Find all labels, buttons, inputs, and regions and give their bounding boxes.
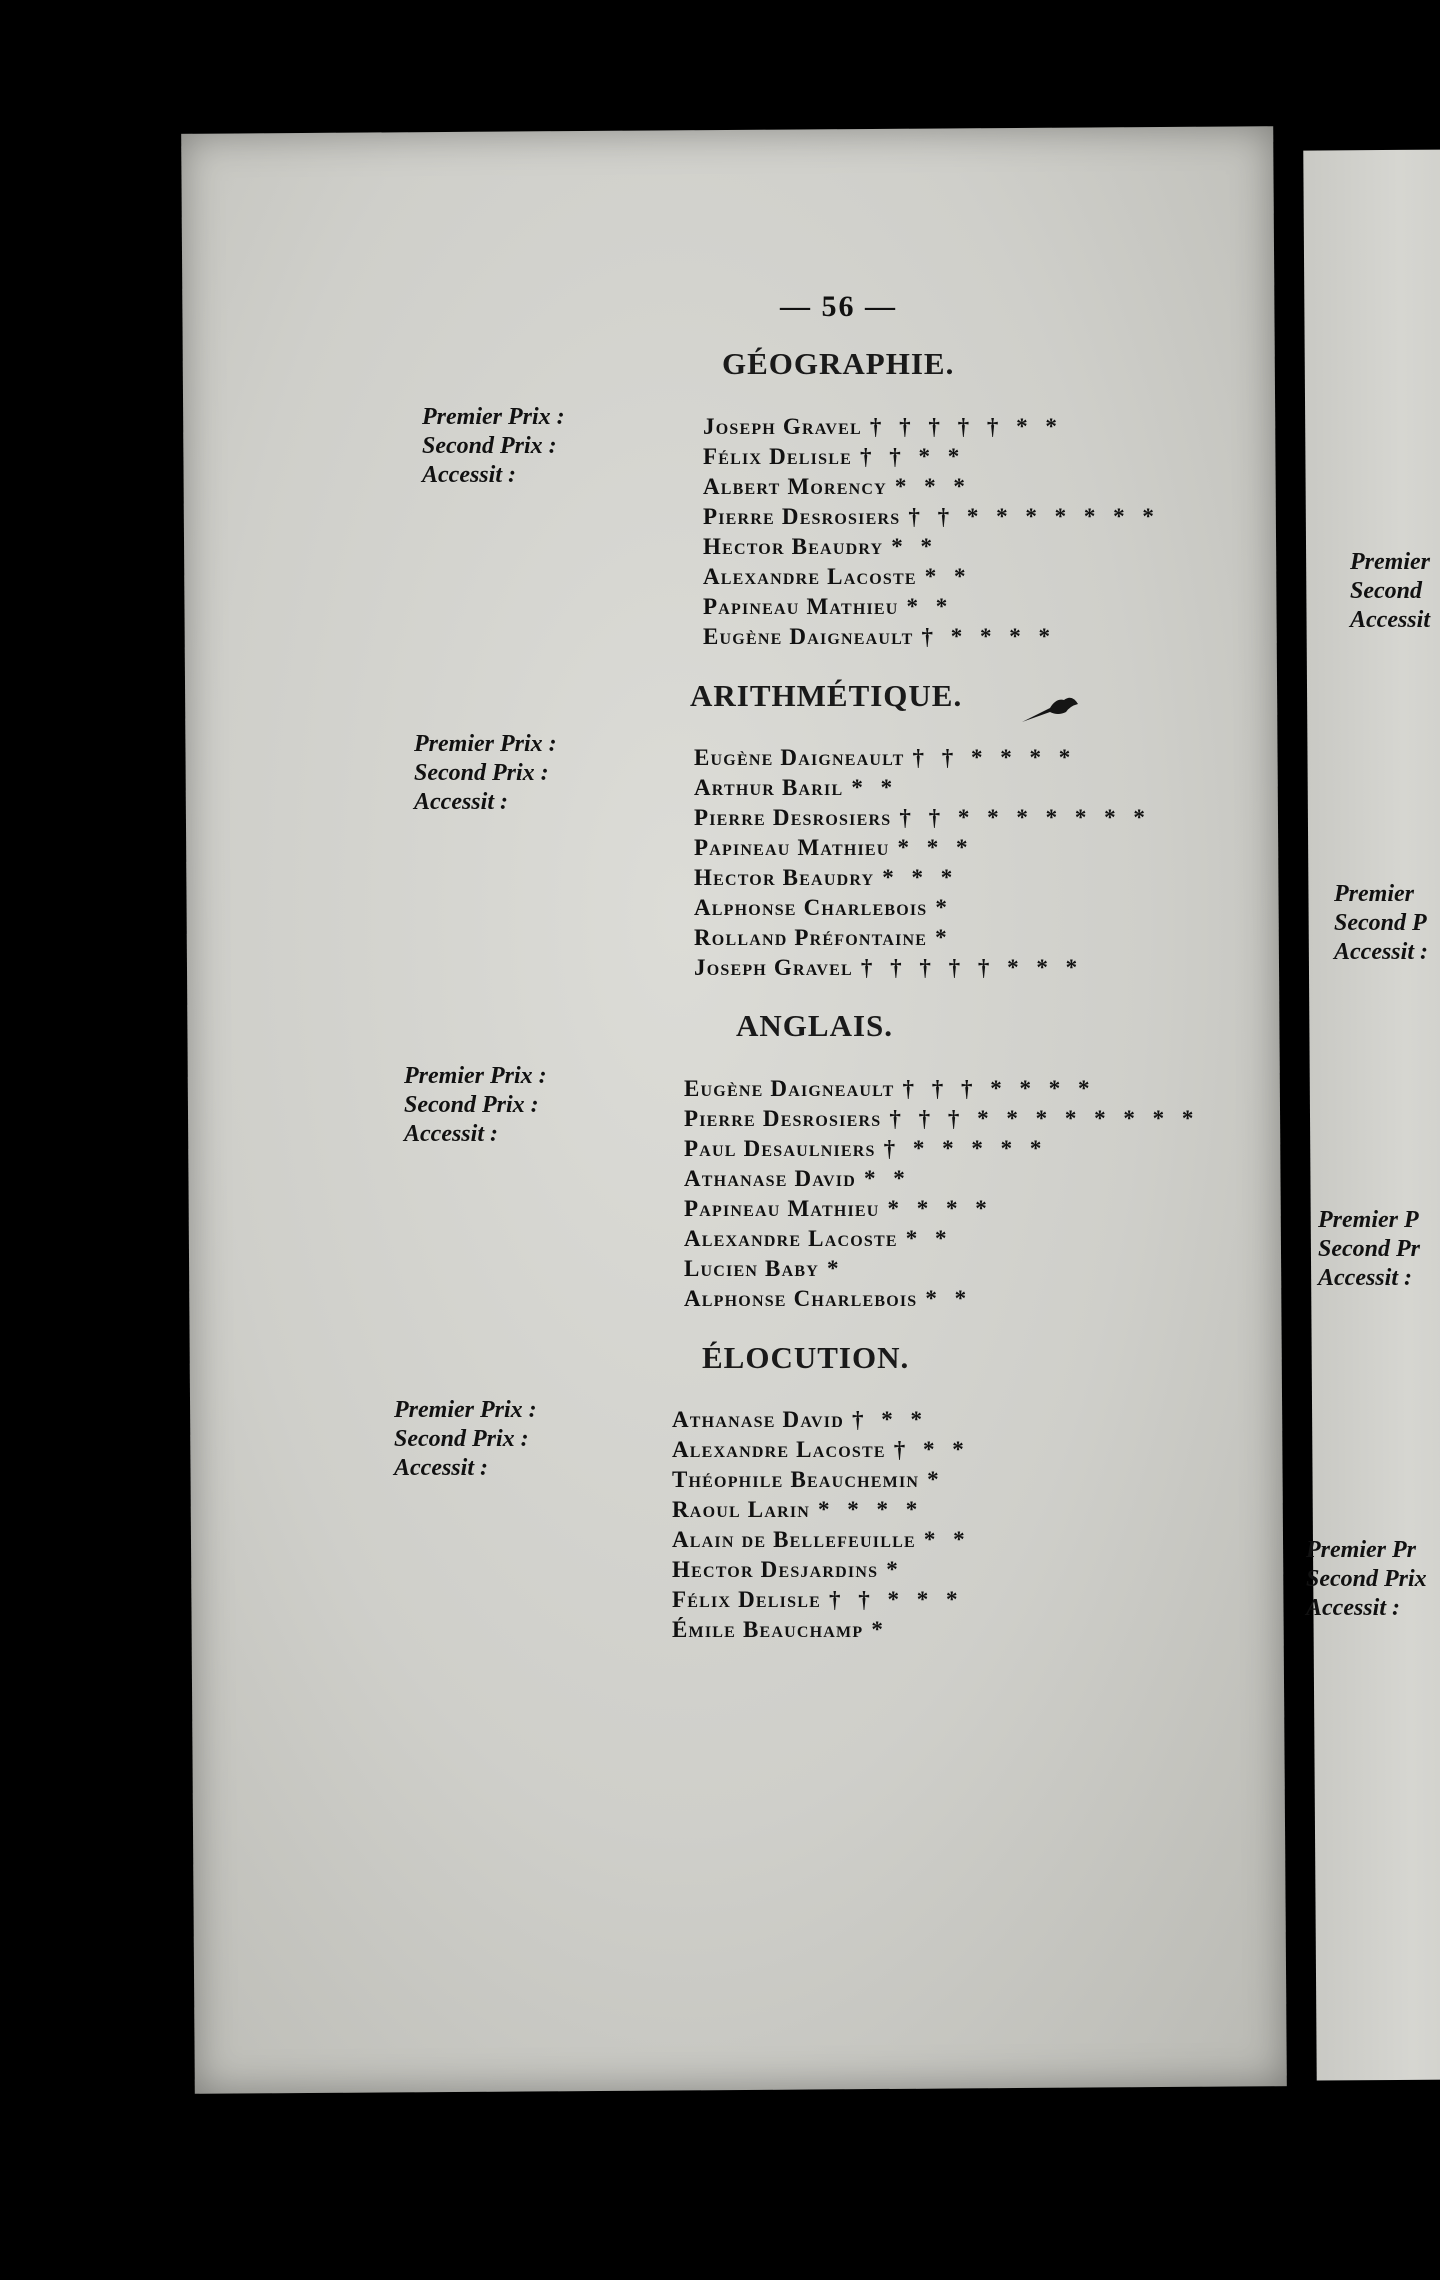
premier-label: Premier xyxy=(1334,881,1414,907)
book-page-right-edge xyxy=(1303,149,1440,2080)
grade-marks: * * * xyxy=(894,474,971,499)
student-name: Pierre Desrosiers xyxy=(703,504,901,529)
student-name: Alain de Bellefeuille xyxy=(672,1527,916,1552)
grade-marks: * * xyxy=(905,1226,953,1251)
student-name: Hector Beaudry xyxy=(694,865,875,890)
grade-marks: † † † † † * * * xyxy=(860,955,1084,980)
prize-labels-elocution xyxy=(394,1396,537,1483)
grade-marks: * * xyxy=(925,1286,973,1311)
student-name: Alphonse Charlebois xyxy=(694,895,928,920)
list-item xyxy=(684,1194,1199,1224)
premier-prix-label: Premier Prix : xyxy=(404,1063,547,1089)
premier-prix-label: Premier Prix : xyxy=(422,404,565,430)
grade-marks: * xyxy=(826,1256,845,1281)
accessit-label: Accessit : xyxy=(422,462,516,488)
premier-prix-label: Premier Prix : xyxy=(394,1397,537,1423)
grade-marks: † † * * * * * * * xyxy=(899,805,1151,830)
student-name: Arthur Baril xyxy=(694,775,844,800)
list-item xyxy=(684,1254,1199,1284)
student-name: Rolland Préfontaine xyxy=(694,925,928,950)
second-label: Second Pr xyxy=(1318,1236,1420,1262)
list-item xyxy=(703,502,1160,532)
prize-labels-geographie xyxy=(422,403,565,490)
grade-marks: * * xyxy=(923,1527,971,1552)
student-name: Alexandre Lacoste xyxy=(684,1226,898,1251)
list-item xyxy=(684,1164,1199,1194)
accessit-label: Accessit xyxy=(1350,607,1430,633)
list-item xyxy=(694,953,1151,983)
student-name: Albert Morency xyxy=(703,474,887,499)
list-item xyxy=(672,1435,971,1465)
student-name: Félix Delisle xyxy=(672,1587,821,1612)
grade-marks: † * * xyxy=(893,1437,970,1462)
student-name: Raoul Larin xyxy=(672,1497,811,1522)
student-name: Alexandre Lacoste xyxy=(672,1437,886,1462)
list-item xyxy=(694,773,1151,803)
names-list-arithmetique xyxy=(694,743,1151,983)
second-label: Second P xyxy=(1334,910,1427,936)
right-page-block-3 xyxy=(1318,1206,1420,1293)
student-name: Papineau Mathieu xyxy=(703,594,899,619)
list-item xyxy=(672,1495,971,1525)
student-name: Lucien Baby xyxy=(684,1256,819,1281)
grade-marks: * * * xyxy=(897,835,974,860)
list-item xyxy=(672,1555,971,1585)
list-item xyxy=(703,532,1160,562)
student-name: Joseph Gravel xyxy=(703,414,862,439)
section-title-anglais: ANGLAIS. xyxy=(736,1008,894,1043)
student-name: Alphonse Charlebois xyxy=(684,1286,918,1311)
second-prix-label: Second Prix : xyxy=(414,760,549,786)
student-name: Hector Desjardins xyxy=(672,1557,879,1582)
list-item xyxy=(703,412,1160,442)
second-prix-label: Second Prix : xyxy=(404,1092,539,1118)
grade-marks: * xyxy=(935,895,953,920)
student-name: Pierre Desrosiers xyxy=(694,805,892,830)
second-prix-label: Second Prix : xyxy=(394,1426,529,1452)
grade-marks: † * * * * xyxy=(921,624,1056,649)
student-name: Pierre Desrosiers xyxy=(684,1106,882,1131)
list-item xyxy=(703,592,1160,622)
list-item xyxy=(684,1104,1199,1134)
premier-label: Premier Pr xyxy=(1306,1537,1416,1563)
student-name: Athanase David xyxy=(684,1166,856,1191)
second-label: Second xyxy=(1350,578,1422,604)
grade-marks: * xyxy=(886,1557,904,1582)
student-name: Eugène Daigneault xyxy=(694,745,905,770)
student-name: Eugène Daigneault xyxy=(684,1076,895,1101)
grade-marks: * * xyxy=(891,534,939,559)
grade-marks: † * * * * * xyxy=(883,1136,1048,1161)
accessit-label: Accessit : xyxy=(1306,1595,1400,1621)
student-name: Alexandre Lacoste xyxy=(703,564,917,589)
right-page-block-2 xyxy=(1334,880,1428,967)
grade-marks: † † * * xyxy=(859,444,966,469)
student-name: Athanase David xyxy=(672,1407,844,1432)
grade-marks: * xyxy=(871,1617,889,1642)
premier-prix-label: Premier Prix : xyxy=(414,731,557,757)
ink-blot-icon xyxy=(1020,690,1080,726)
student-name: Papineau Mathieu xyxy=(684,1196,880,1221)
grade-marks: † † * * * * * * * xyxy=(908,504,1160,529)
student-name: Eugène Daigneault xyxy=(703,624,914,649)
right-page-block-4 xyxy=(1306,1536,1427,1623)
list-item xyxy=(672,1525,971,1555)
list-item xyxy=(694,743,1151,773)
list-item xyxy=(684,1074,1199,1104)
student-name: Paul Desaulniers xyxy=(684,1136,876,1161)
section-title-geographie: GÉOGRAPHIE. xyxy=(722,346,955,381)
grade-marks: † † * * * xyxy=(828,1587,964,1612)
list-item xyxy=(694,923,1151,953)
student-name: Félix Delisle xyxy=(703,444,852,469)
grade-marks: † † * * * * xyxy=(912,745,1077,770)
grade-marks: * xyxy=(927,1467,945,1492)
list-item xyxy=(703,472,1160,502)
premier-label: Premier xyxy=(1350,549,1430,575)
accessit-label: Accessit : xyxy=(1318,1265,1412,1291)
list-item xyxy=(703,442,1160,472)
grade-marks: † † † * * * * xyxy=(902,1076,1096,1101)
grade-marks: † * * xyxy=(851,1407,928,1432)
list-item xyxy=(672,1615,971,1645)
section-title-arithmetique: ARITHMÉTIQUE. xyxy=(690,678,963,713)
premier-label: Premier P xyxy=(1318,1207,1419,1233)
list-item xyxy=(694,893,1151,923)
grade-marks: * * xyxy=(924,564,972,589)
list-item xyxy=(684,1134,1199,1164)
accessit-label: Accessit : xyxy=(404,1121,498,1147)
section-title-elocution: ÉLOCUTION. xyxy=(702,1340,910,1375)
list-item xyxy=(672,1585,971,1615)
list-item xyxy=(703,562,1160,592)
student-name: Émile Beauchamp xyxy=(672,1617,864,1642)
accessit-label: Accessit : xyxy=(394,1455,488,1481)
grade-marks: * * * * xyxy=(818,1497,924,1522)
second-label: Second Prix xyxy=(1306,1566,1427,1592)
grade-marks: * * xyxy=(851,775,899,800)
accessit-label: Accessit : xyxy=(1334,939,1428,965)
names-list-geographie xyxy=(703,412,1160,652)
grade-marks: * * * xyxy=(882,865,959,890)
list-item xyxy=(694,803,1151,833)
grade-marks: * * * * xyxy=(887,1196,993,1221)
list-item xyxy=(703,622,1160,652)
list-item xyxy=(684,1284,1199,1314)
grade-marks: † † † † † * * xyxy=(869,414,1063,439)
accessit-label: Accessit : xyxy=(414,789,508,815)
student-name: Papineau Mathieu xyxy=(694,835,890,860)
list-item xyxy=(694,863,1151,893)
grade-marks: * xyxy=(935,925,953,950)
prize-labels-anglais xyxy=(404,1062,547,1149)
list-item xyxy=(694,833,1151,863)
page-number: — 56 — xyxy=(780,290,897,323)
list-item xyxy=(672,1465,971,1495)
prize-labels-arithmetique xyxy=(414,730,557,817)
student-name: Hector Beaudry xyxy=(703,534,884,559)
grade-marks: * * xyxy=(863,1166,911,1191)
student-name: Théophile Beauchemin xyxy=(672,1467,920,1492)
names-list-anglais xyxy=(684,1074,1199,1314)
second-prix-label: Second Prix : xyxy=(422,433,557,459)
grade-marks: † † † * * * * * * * * xyxy=(889,1106,1200,1131)
names-list-elocution xyxy=(672,1405,971,1645)
list-item xyxy=(684,1224,1199,1254)
student-name: Joseph Gravel xyxy=(694,955,853,980)
grade-marks: * * xyxy=(906,594,954,619)
right-page-block-1 xyxy=(1350,548,1430,635)
list-item xyxy=(672,1405,971,1435)
